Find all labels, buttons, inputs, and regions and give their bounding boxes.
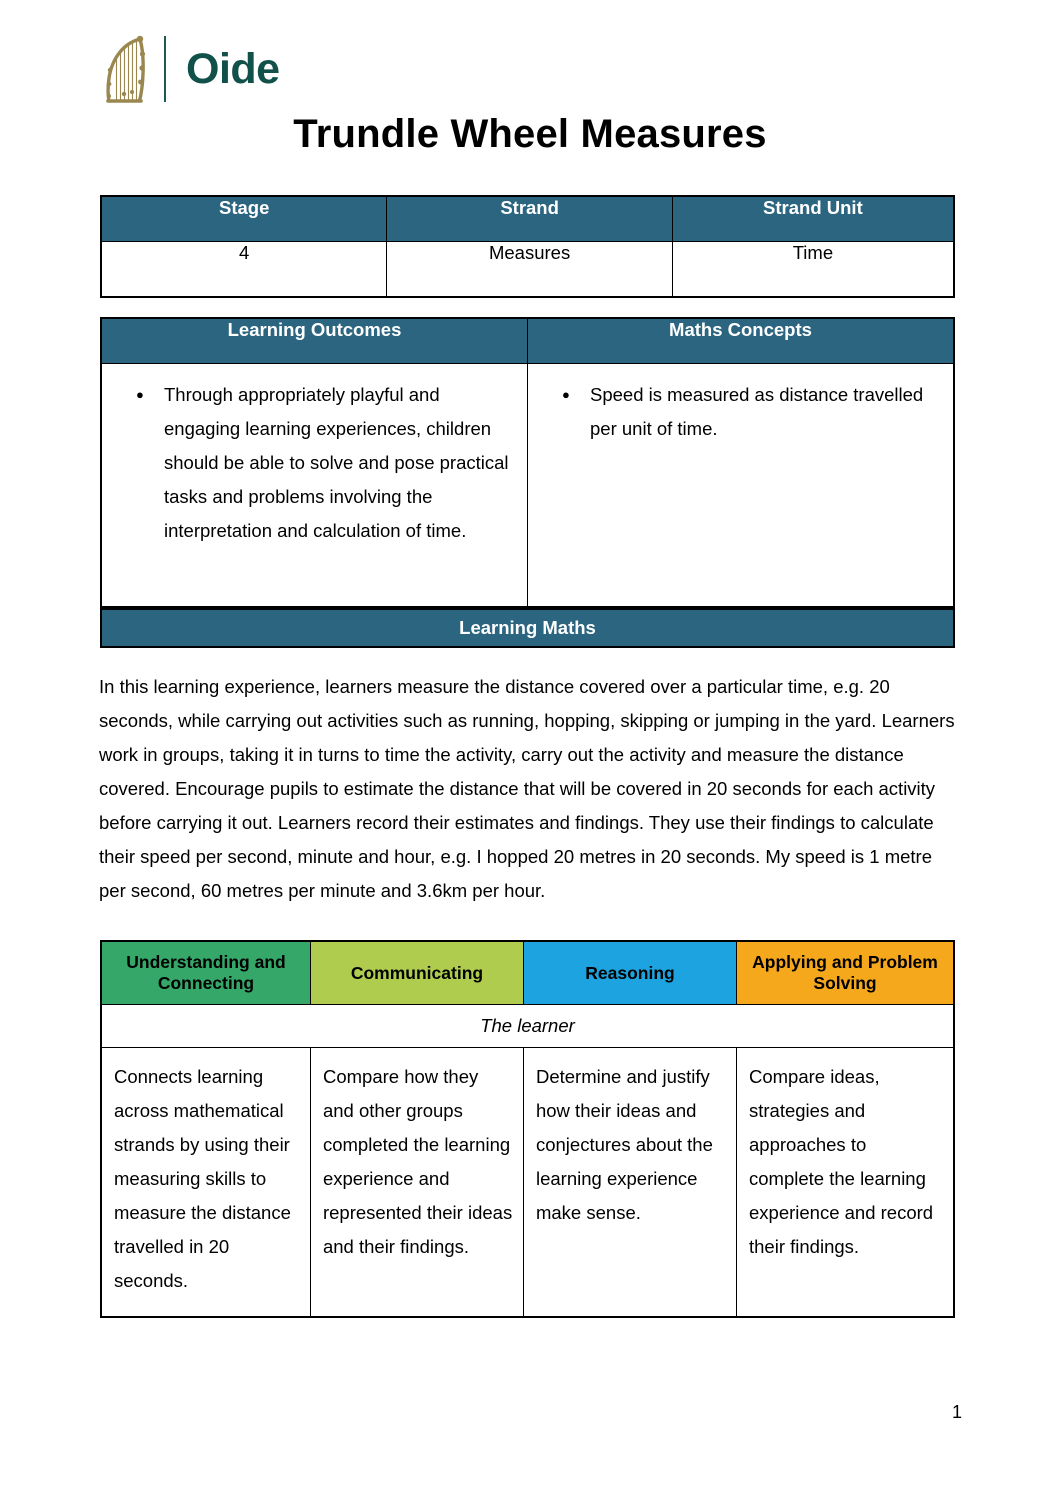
value-strand-unit: Time xyxy=(672,242,954,298)
table-row xyxy=(101,242,954,298)
table-header-row xyxy=(101,318,954,364)
cell-understanding-and-connecting: Connects learning across mathematical strands by using their measuring skills to measure the distance travelled in 20 seconds. xyxy=(101,1048,310,1318)
header-reasoning: Reasoning xyxy=(523,941,736,1005)
learning-outcomes-list xyxy=(120,378,509,548)
header-strand: Strand xyxy=(387,196,672,242)
skills-table xyxy=(100,940,955,1318)
brand-name: Oide xyxy=(186,44,280,93)
table-header-row xyxy=(101,941,954,1005)
table-header-row xyxy=(101,196,954,242)
header-understanding-and-connecting: Understanding and Connecting xyxy=(101,941,310,1005)
cell-applying-and-problem-solving: Compare ideas, strategies and approaches to complete the learning experience and record their findings. xyxy=(737,1048,955,1318)
table-row xyxy=(101,364,954,608)
header-communicating: Communicating xyxy=(310,941,523,1005)
stage-strand-table xyxy=(100,195,955,298)
list-item: ● Speed is measured as distance travelled per unit of time. xyxy=(590,378,935,446)
value-strand: Measures xyxy=(387,242,672,298)
header-applying-and-problem-solving: Applying and Problem Solving xyxy=(737,941,955,1005)
cell-reasoning: Determine and justify how their ideas and conjectures about the learning experience make sense. xyxy=(523,1048,736,1318)
cell-communicating: Compare how they and other groups completed the learning experience and represented their ideas and their findings. xyxy=(310,1048,523,1318)
header-learning-outcomes: Learning Outcomes xyxy=(101,318,528,364)
table-row xyxy=(101,1048,954,1318)
logo-divider xyxy=(164,36,166,102)
cell-learning-outcomes xyxy=(101,364,528,608)
header-maths-concepts: Maths Concepts xyxy=(528,318,955,364)
value-stage: 4 xyxy=(101,242,387,298)
subheader-the-learner: The learner xyxy=(101,1005,954,1048)
harp-icon xyxy=(96,32,150,106)
oide-logo xyxy=(96,30,280,108)
maths-concepts-list xyxy=(546,378,935,446)
table-subheader-row xyxy=(101,1005,954,1048)
outcomes-concepts-table xyxy=(100,317,955,608)
header-strand-unit: Strand Unit xyxy=(672,196,954,242)
page-title: Trundle Wheel Measures xyxy=(293,112,767,156)
header-stage: Stage xyxy=(101,196,387,242)
list-item: ● Through appropriately playful and engaging learning experiences, children should be able to solve and pose practical tasks and problems involving the interpretation and calculation of time. xyxy=(164,378,509,548)
learning-maths-paragraph: In this learning experience, learners measure the distance covered over a particular time, e.g. 20 seconds, while carrying out activities such as running, hopping, skipping or jumping in the yard. Learners work in groups, taking it in turns to time the activity, carry out the activity and measure the distance covered. Encourage pupils to estimate the distance that will be covered in 20 seconds for each activity before carrying it out. Learners record their estimates and findings. They use their findings to calculate their speed per second, minute and hour, e.g. I hopped 20 metres in 20 seconds. My speed is 1 metre per second, 60 metres per minute and 3.6km per hour. xyxy=(99,676,955,901)
cell-maths-concepts xyxy=(528,364,955,608)
learning-maths-banner: Learning Maths xyxy=(100,608,955,648)
page-number: 1 xyxy=(951,1402,962,1422)
